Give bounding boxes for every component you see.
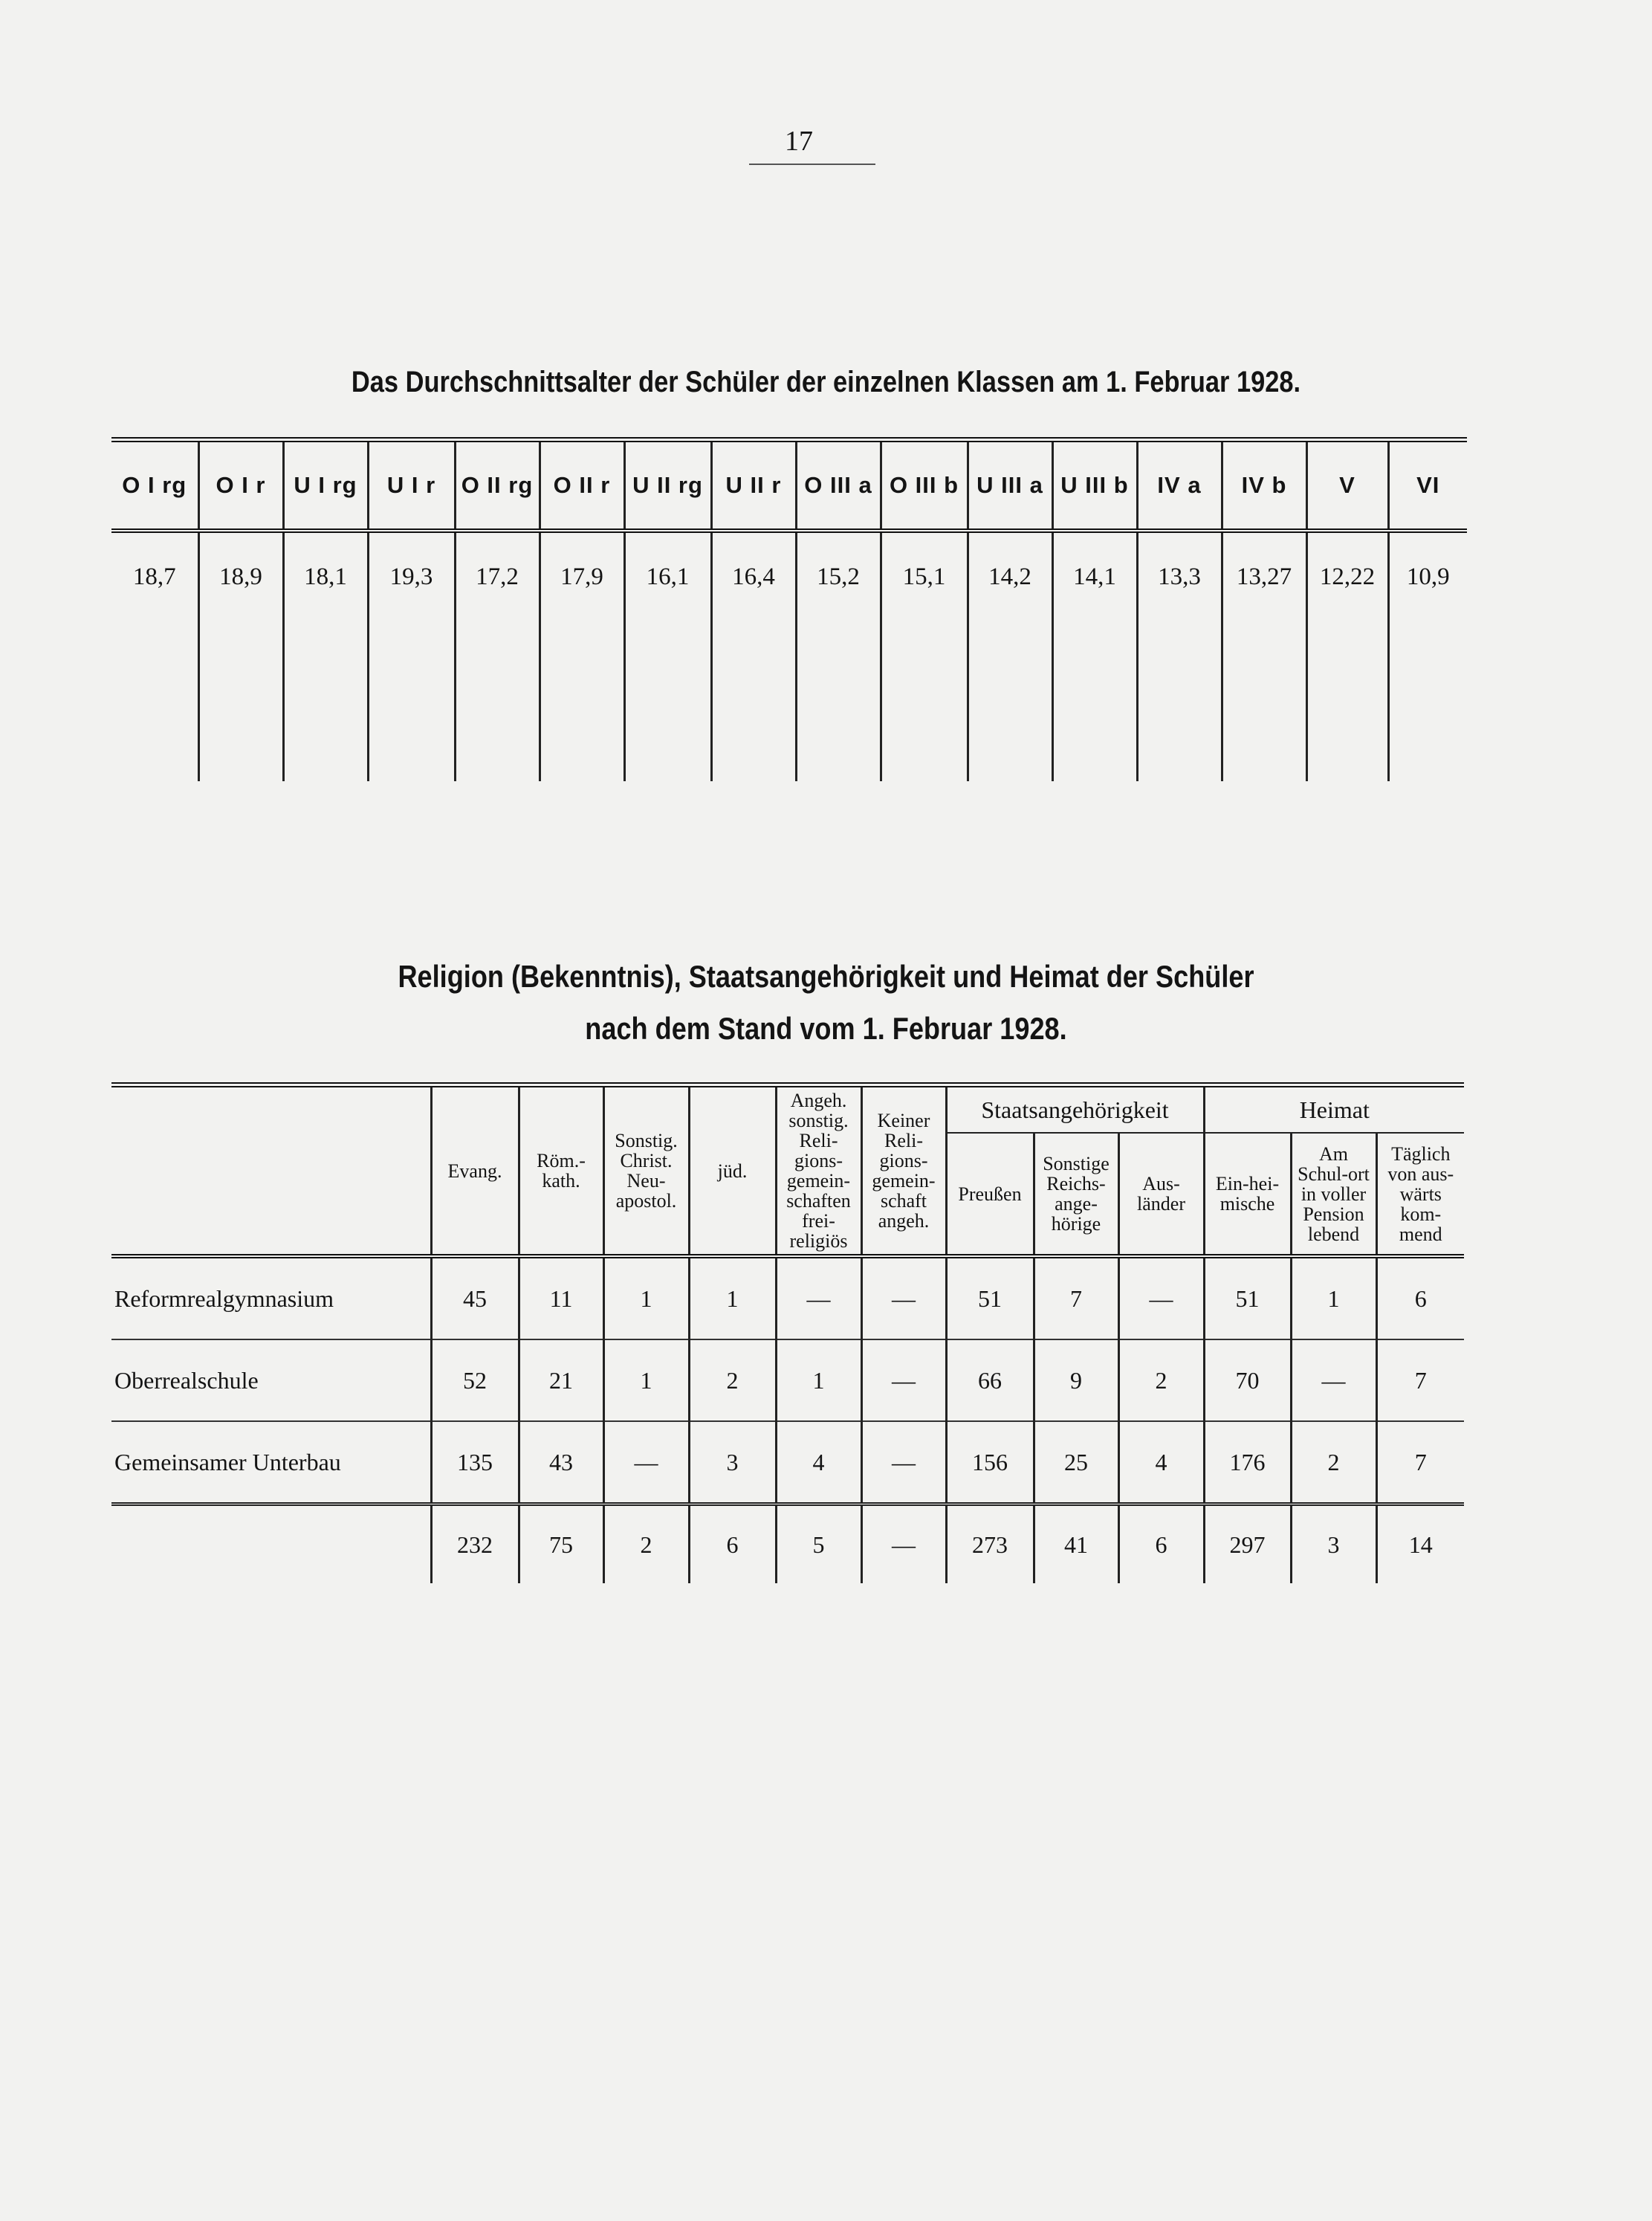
institution-header: [111, 1085, 431, 1257]
page-number: 17: [785, 126, 813, 157]
page-number-rule: [749, 164, 875, 165]
header-keiner: Keiner Reli-gions-gemein-schaft angeh.: [861, 1085, 946, 1257]
age-table-title: Das Durchschnittsalter der Schüler der einzelnen Klassen am 1. Februar 1928.: [351, 366, 1301, 398]
class-header: U I rg: [283, 440, 368, 531]
cell: 2: [689, 1339, 776, 1421]
religion-table-title-line2: nach dem Stand vom 1. Februar 1928.: [585, 1011, 1067, 1046]
row-label: Oberrealschule: [111, 1339, 431, 1421]
total-cell: 2: [603, 1504, 689, 1584]
cell: 4: [776, 1421, 861, 1504]
age-value: 18,9: [198, 531, 283, 621]
cell: 7: [1034, 1256, 1118, 1339]
age-values-row: [111, 531, 1467, 621]
header-auslaender: Aus-länder: [1118, 1133, 1204, 1256]
cell: 45: [431, 1256, 519, 1339]
cell: 7: [1376, 1339, 1464, 1421]
age-value: 15,2: [796, 531, 881, 621]
table-row: [111, 1421, 1464, 1504]
age-value: 14,2: [968, 531, 1052, 621]
cell: 3: [689, 1421, 776, 1504]
class-header: O III a: [796, 440, 881, 531]
class-header: U III b: [1052, 440, 1137, 531]
table-row: [111, 1256, 1464, 1339]
age-table-header-row: [111, 440, 1467, 531]
cell: —: [1118, 1256, 1204, 1339]
header-taeglich: Täglich von aus-wärts kom-mend: [1376, 1133, 1464, 1256]
age-value: 19,3: [368, 531, 455, 621]
cell: 6: [1376, 1256, 1464, 1339]
total-cell: 14: [1376, 1504, 1464, 1584]
cell: 51: [1204, 1256, 1291, 1339]
class-header: U I r: [368, 440, 455, 531]
age-value: 18,1: [283, 531, 368, 621]
total-cell: 3: [1291, 1504, 1376, 1584]
total-cell: 273: [946, 1504, 1034, 1584]
total-cell: 297: [1204, 1504, 1291, 1584]
cell: —: [861, 1339, 946, 1421]
age-value: 16,4: [711, 531, 796, 621]
age-value: 15,1: [881, 531, 968, 621]
class-header: IV b: [1222, 440, 1306, 531]
age-value: 16,1: [624, 531, 711, 621]
row-label: Gemeinsamer Unterbau: [111, 1421, 431, 1504]
cell: 135: [431, 1421, 519, 1504]
total-cell: 75: [519, 1504, 603, 1584]
age-value: 18,7: [132, 563, 176, 590]
cell: 66: [946, 1339, 1034, 1421]
age-value: 17,2: [455, 531, 540, 621]
total-cell: 41: [1034, 1504, 1118, 1584]
religion-table-header-row: [111, 1085, 1464, 1134]
class-header: O I rg: [111, 440, 198, 531]
class-header: V: [1306, 440, 1388, 531]
total-cell: 6: [689, 1504, 776, 1584]
religion-table-title-line1: Religion (Bekenntnis), Staatsangehörigkeit und Heimat der Schüler: [398, 959, 1254, 994]
class-header: U III a: [968, 440, 1052, 531]
header-staatsangehoerigkeit: Staatsangehörigkeit: [946, 1085, 1204, 1134]
cell: 1: [689, 1256, 776, 1339]
age-table: [111, 437, 1467, 781]
religion-table: [111, 1082, 1464, 1583]
cell: —: [861, 1421, 946, 1504]
total-cell: 6: [1118, 1504, 1204, 1584]
total-cell: 5: [776, 1504, 861, 1584]
header-evang: Evang.: [431, 1085, 519, 1257]
cell: 156: [946, 1421, 1034, 1504]
age-value: 13,27: [1222, 531, 1306, 621]
total-cell: 232: [431, 1504, 519, 1584]
cell: 43: [519, 1421, 603, 1504]
cell: 1: [776, 1339, 861, 1421]
cell: —: [861, 1256, 946, 1339]
total-cell: —: [861, 1504, 946, 1584]
cell: 2: [1291, 1421, 1376, 1504]
cell: 52: [431, 1339, 519, 1421]
age-value: 14,1: [1052, 531, 1137, 621]
class-header: U II r: [711, 440, 796, 531]
header-angeh-sonstig: Angeh. sonstig. Reli-gions-gemein-schaften frei-religiös: [776, 1085, 861, 1257]
age-value: 17,9: [540, 531, 624, 621]
cell: —: [1291, 1339, 1376, 1421]
table-row: [111, 1339, 1464, 1421]
totals-row: [111, 1504, 1464, 1584]
class-header: IV a: [1137, 440, 1222, 531]
cell: 7: [1376, 1421, 1464, 1504]
age-table-empty-row: [111, 621, 1467, 781]
header-heimat: Heimat: [1204, 1085, 1464, 1134]
cell: 1: [1291, 1256, 1376, 1339]
age-value: 13,3: [1137, 531, 1222, 621]
class-header: O II rg: [455, 440, 540, 531]
header-sonstige-reichs: Sonstige Reichs-ange-hörige: [1034, 1133, 1118, 1256]
cell: 4: [1118, 1421, 1204, 1504]
cell: 176: [1204, 1421, 1291, 1504]
class-header: VI: [1388, 440, 1467, 531]
totals-label: [111, 1504, 431, 1584]
cell: 1: [603, 1256, 689, 1339]
class-header: O II r: [540, 440, 624, 531]
header-preussen: Preußen: [946, 1133, 1034, 1256]
cell: 70: [1204, 1339, 1291, 1421]
cell: —: [776, 1256, 861, 1339]
header-am-schulort: Am Schul-ort in voller Pension lebend: [1291, 1133, 1376, 1256]
cell: 9: [1034, 1339, 1118, 1421]
cell: 1: [603, 1339, 689, 1421]
cell: 11: [519, 1256, 603, 1339]
header-einheimische: Ein-hei-mische: [1204, 1133, 1291, 1256]
age-value: 12,22: [1306, 531, 1388, 621]
age-value: 10,9: [1388, 531, 1467, 621]
cell: 2: [1118, 1339, 1204, 1421]
class-header: U II rg: [624, 440, 711, 531]
header-jued: jüd.: [689, 1085, 776, 1257]
cell: 51: [946, 1256, 1034, 1339]
header-sonstig-christ: Sonstig. Christ. Neu-apostol.: [603, 1085, 689, 1257]
cell: —: [603, 1421, 689, 1504]
cell: 21: [519, 1339, 603, 1421]
cell: 25: [1034, 1421, 1118, 1504]
class-header: O I r: [198, 440, 283, 531]
row-label: Reformrealgymnasium: [111, 1256, 431, 1339]
class-header: O III b: [881, 440, 968, 531]
header-roem-kath: Röm.-kath.: [519, 1085, 603, 1257]
